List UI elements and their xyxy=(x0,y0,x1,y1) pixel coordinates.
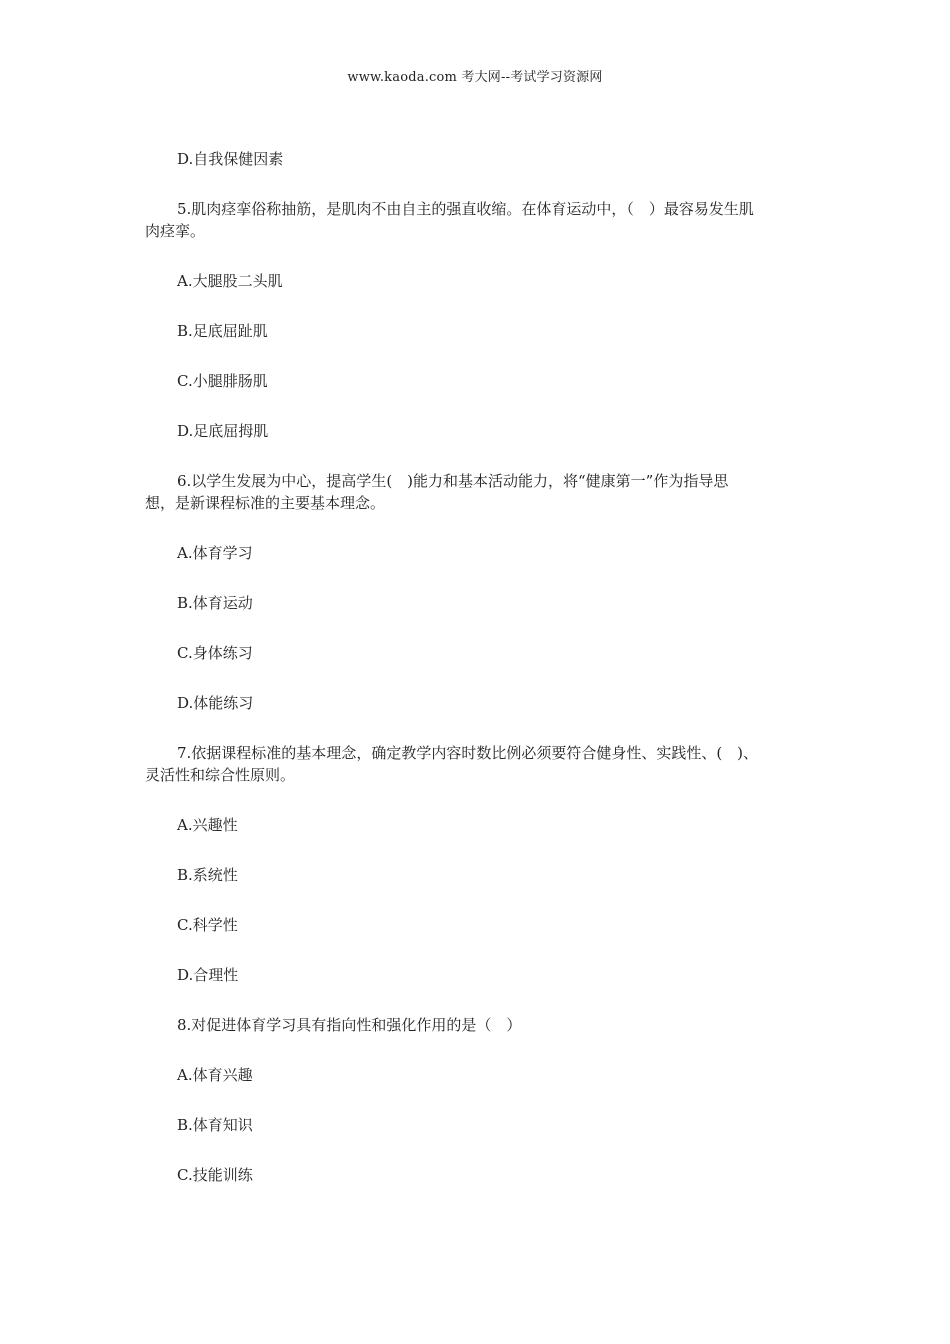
q7-stem-line2: 灵活性和综合性原则。 xyxy=(145,766,296,784)
q8-option-c: C.技能训练 xyxy=(177,1166,253,1184)
q8-option-a: A.体育兴趣 xyxy=(177,1066,253,1084)
document-body xyxy=(145,148,810,1186)
q6-stem-line1: 6.以学生发展为中心，提高学生( )能力和基本活动能力，将“健康第一”作为指导思 xyxy=(177,472,729,490)
q8-stem: 8.对促进体育学习具有指向性和强化作用的是（ ） xyxy=(177,1016,522,1034)
q5-option-d: D.足底屈拇肌 xyxy=(177,422,269,440)
q7-stem-line1: 7.依据课程标准的基本理念，确定教学内容时数比例必须要符合健身性、实践性、( )、 xyxy=(177,744,759,762)
q6-option-a: A.体育学习 xyxy=(177,544,253,562)
q5-option-c: C.小腿腓肠肌 xyxy=(177,372,268,390)
q5-option-b: B.足底屈趾肌 xyxy=(177,322,268,340)
q8-option-b: B.体育知识 xyxy=(177,1116,253,1134)
q6-option-d: D.体能练习 xyxy=(177,694,254,712)
page-header: www.kaoda.com 考大网--考试学习资源网 xyxy=(347,70,603,85)
q6-option-b: B.体育运动 xyxy=(177,594,253,612)
q7-option-b: B.系统性 xyxy=(177,866,238,884)
q7-option-c: C.科学性 xyxy=(177,916,238,934)
q4-option-d: D.自我保健因素 xyxy=(177,150,284,168)
q5-stem-line1: 5.肌肉痉挛俗称抽筋，是肌肉不由自主的强直收缩。在体育运动中，（ ）最容易发生肌 xyxy=(177,200,754,218)
q7-option-d: D.合理性 xyxy=(177,966,239,984)
q5-option-a: A.大腿股二头肌 xyxy=(177,272,283,290)
q5-stem-line2: 肉痉挛。 xyxy=(145,222,206,240)
q6-stem-line2: 想，是新课程标准的主要基本理念。 xyxy=(145,494,386,512)
q6-option-c: C.身体练习 xyxy=(177,644,253,662)
q7-option-a: A.兴趣性 xyxy=(177,816,238,834)
